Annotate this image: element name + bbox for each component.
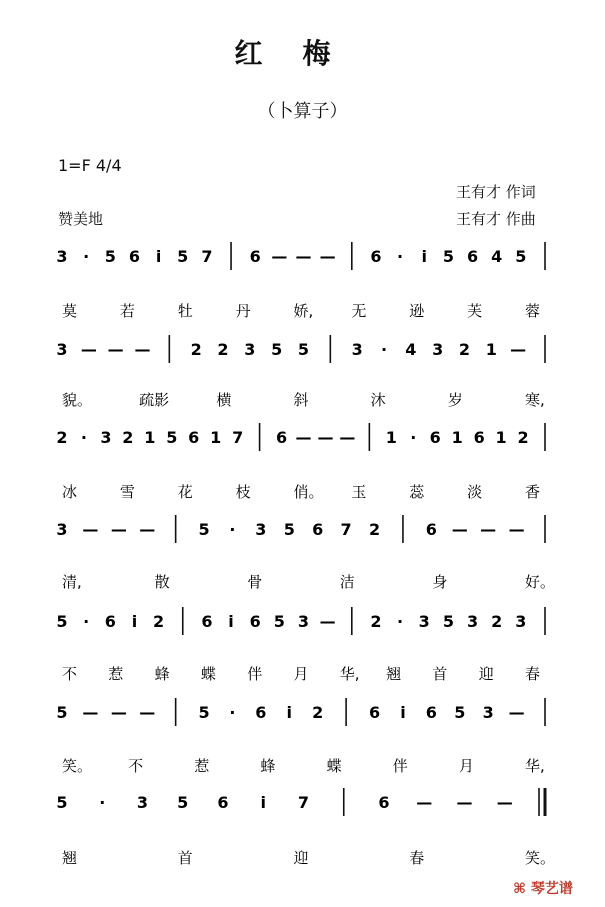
lyric-word: 沐 <box>370 391 386 409</box>
lyric-word: 寒, <box>525 391 545 409</box>
note: 7 <box>297 793 310 812</box>
note: 2 <box>491 612 503 631</box>
note: — <box>456 793 473 812</box>
note: 3 <box>432 340 444 359</box>
note: 6 <box>255 703 267 722</box>
note: — <box>110 520 127 539</box>
note: 5 <box>297 340 310 359</box>
brand-logo <box>513 878 573 898</box>
lyric-word: 横 <box>216 391 232 409</box>
note: 6 <box>201 612 213 631</box>
note: 5 <box>283 520 295 539</box>
note: 2 <box>312 703 324 722</box>
lyric-word: 香 <box>525 483 541 501</box>
note: 5 <box>104 247 116 266</box>
lyric-word: 翘 <box>386 665 402 683</box>
tempo-marking: 赞美地 <box>58 210 104 228</box>
lyric-word: 枝 <box>235 483 251 501</box>
lyric-word: 冰 <box>62 483 78 501</box>
note: 2 <box>122 428 134 447</box>
lyricist-credit: 王有才 作词 <box>456 183 536 201</box>
note: 3 <box>466 612 479 631</box>
note: 3 <box>482 703 494 722</box>
note: i <box>421 247 427 266</box>
note: — <box>508 703 525 722</box>
note: — <box>451 520 468 539</box>
lyric-word: 俏。 <box>293 483 324 501</box>
note: 6 <box>370 247 382 266</box>
note: 5 <box>271 340 283 359</box>
note: i <box>286 703 293 722</box>
note: 6 <box>473 428 485 447</box>
note: — <box>319 612 336 631</box>
note: 5 <box>198 520 210 539</box>
note: 6 <box>249 612 261 631</box>
lyric-word: 貌。 <box>62 391 93 409</box>
note: 1 <box>495 428 507 447</box>
note: 5 <box>177 247 189 266</box>
lyric-word: 月 <box>293 665 309 683</box>
lyric-word: 首 <box>432 665 448 683</box>
note: 7 <box>340 520 352 539</box>
note: 6 <box>425 520 437 539</box>
note: 5 <box>454 703 466 722</box>
lyric-word: 莫 <box>62 302 78 320</box>
note: 1 <box>385 428 397 447</box>
lyric-word: 不 <box>128 757 144 775</box>
note: — <box>139 520 156 539</box>
lyric-word: 娇, <box>293 302 314 320</box>
note: · <box>80 428 87 447</box>
note: 6 <box>312 520 324 539</box>
note: 2 <box>153 612 165 631</box>
composer-credit: 王有才 作曲 <box>456 210 536 228</box>
note: 6 <box>188 428 200 447</box>
note: 1 <box>485 340 497 359</box>
lyric-word: 华, <box>525 757 545 775</box>
lyric-word: 无 <box>351 302 367 320</box>
note: — <box>107 340 124 359</box>
note: 2 <box>517 428 529 447</box>
note: 5 <box>166 428 178 447</box>
lyric-word: 翘 <box>62 849 78 867</box>
note: 4 <box>491 247 503 266</box>
lyric-word: 华, <box>339 665 360 683</box>
note: — <box>134 340 151 359</box>
note: 3 <box>255 520 267 539</box>
note: 3 <box>418 612 430 631</box>
note: 3 <box>136 793 149 812</box>
lyric-word: 惹 <box>194 757 210 775</box>
note: 7 <box>201 247 213 266</box>
note: 3 <box>100 428 112 447</box>
lyric-word: 散 <box>154 573 170 591</box>
lyric-word: 身 <box>432 573 448 591</box>
note: 2 <box>56 428 68 447</box>
note: — <box>110 703 127 722</box>
note: 6 <box>466 247 479 266</box>
lyric-word: 雪 <box>119 483 135 501</box>
note: 6 <box>378 793 390 812</box>
note: · <box>229 703 236 722</box>
note: 3 <box>351 340 363 359</box>
note: 3 <box>515 612 527 631</box>
note: · <box>380 340 388 359</box>
lyric-word: 淡 <box>467 483 483 501</box>
note: 3 <box>297 612 310 631</box>
lyric-word: 玉 <box>351 483 367 501</box>
note: — <box>319 247 336 266</box>
lyric-word: 蓉 <box>525 302 541 320</box>
note: — <box>295 428 312 447</box>
note: — <box>139 703 156 722</box>
brand-logo-text: 琴艺谱 <box>530 881 573 897</box>
note: — <box>496 793 513 812</box>
note: 5 <box>273 612 285 631</box>
lyric-word: 不 <box>62 665 78 683</box>
note: 5 <box>56 612 68 631</box>
note: · <box>397 612 404 631</box>
note: 2 <box>458 340 471 359</box>
note: 6 <box>128 247 141 266</box>
note: 5 <box>177 793 189 812</box>
note: · <box>229 520 236 539</box>
note: 2 <box>217 340 229 359</box>
note: 3 <box>56 247 68 266</box>
lyric-word: 春 <box>525 665 541 683</box>
note: — <box>80 340 97 359</box>
lyric-word: 迎 <box>293 849 309 867</box>
lyric-word: 迎 <box>478 665 494 683</box>
note: — <box>510 340 527 359</box>
lyric-word: 蝶 <box>326 757 342 775</box>
lyric-word: 蜂 <box>260 757 276 775</box>
note: 5 <box>442 612 454 631</box>
note: · <box>83 612 90 631</box>
lyric-word: 芙 <box>467 302 483 320</box>
note: i <box>228 612 234 631</box>
note: 2 <box>368 520 381 539</box>
lyric-word: 笑。 <box>525 849 556 867</box>
lyric-word: 花 <box>177 483 193 501</box>
note: · <box>83 247 90 266</box>
note: 4 <box>405 340 417 359</box>
note: — <box>82 520 99 539</box>
note: i <box>131 612 138 631</box>
note: — <box>271 247 288 266</box>
lyric-word: 笑。 <box>62 757 93 775</box>
lyric-word: 春 <box>409 849 425 867</box>
note: 5 <box>198 703 210 722</box>
note: 1 <box>451 428 463 447</box>
note: — <box>416 793 433 812</box>
note: 5 <box>442 247 454 266</box>
note: 6 <box>275 428 288 447</box>
lyric-word: 若 <box>119 302 135 320</box>
lyric-word: 岁 <box>447 391 463 409</box>
lyric-word: 蝶 <box>200 665 216 683</box>
note: 1 <box>210 428 222 447</box>
note: — <box>295 247 312 266</box>
note: 3 <box>56 340 68 359</box>
note: — <box>508 520 525 539</box>
lyric-word: 疏影 <box>139 391 170 409</box>
lyric-word: 惹 <box>108 665 124 683</box>
lyric-word: 斜 <box>293 391 309 409</box>
note: · <box>99 793 106 812</box>
note: — <box>317 428 334 447</box>
brand-logo-icon: ⌘ <box>513 881 526 897</box>
note: 5 <box>515 247 527 266</box>
page-title: 红梅 <box>234 37 371 70</box>
note: i <box>260 793 266 812</box>
note: 6 <box>429 428 441 447</box>
lyric-word: 洁 <box>339 573 355 591</box>
note: 5 <box>56 703 68 722</box>
lyric-word: 丹 <box>235 302 251 320</box>
note: 3 <box>56 520 68 539</box>
note: 2 <box>370 612 382 631</box>
note: i <box>155 247 162 266</box>
note: 1 <box>144 428 156 447</box>
note: 2 <box>190 340 202 359</box>
note: 6 <box>368 703 381 722</box>
note: 5 <box>56 793 68 812</box>
note: · <box>397 247 404 266</box>
lyric-word: 牡 <box>177 302 193 320</box>
lyric-word: 蕊 <box>409 483 425 501</box>
lyric-word: 蜂 <box>154 665 170 683</box>
note: — <box>339 428 356 447</box>
note: — <box>480 520 497 539</box>
note: 7 <box>232 428 244 447</box>
note: 6 <box>104 612 116 631</box>
note: · <box>410 428 417 447</box>
lyric-word: 逊 <box>409 302 425 320</box>
lyric-word: 清, <box>62 573 82 591</box>
lyric-word: 首 <box>177 849 193 867</box>
lyric-word: 骨 <box>247 573 263 591</box>
key-signature: 1=F 4/4 <box>58 156 122 175</box>
note: 6 <box>217 793 229 812</box>
lyric-word: 伴 <box>247 665 263 683</box>
note: i <box>400 703 406 722</box>
note: 6 <box>249 247 261 266</box>
lyric-word: 伴 <box>392 757 408 775</box>
subtitle: （卜算子） <box>257 101 348 122</box>
lyric-word: 好。 <box>525 573 556 591</box>
note: 3 <box>244 340 256 359</box>
note: 6 <box>425 703 437 722</box>
lyric-word: 月 <box>458 757 474 775</box>
note: — <box>82 703 99 722</box>
